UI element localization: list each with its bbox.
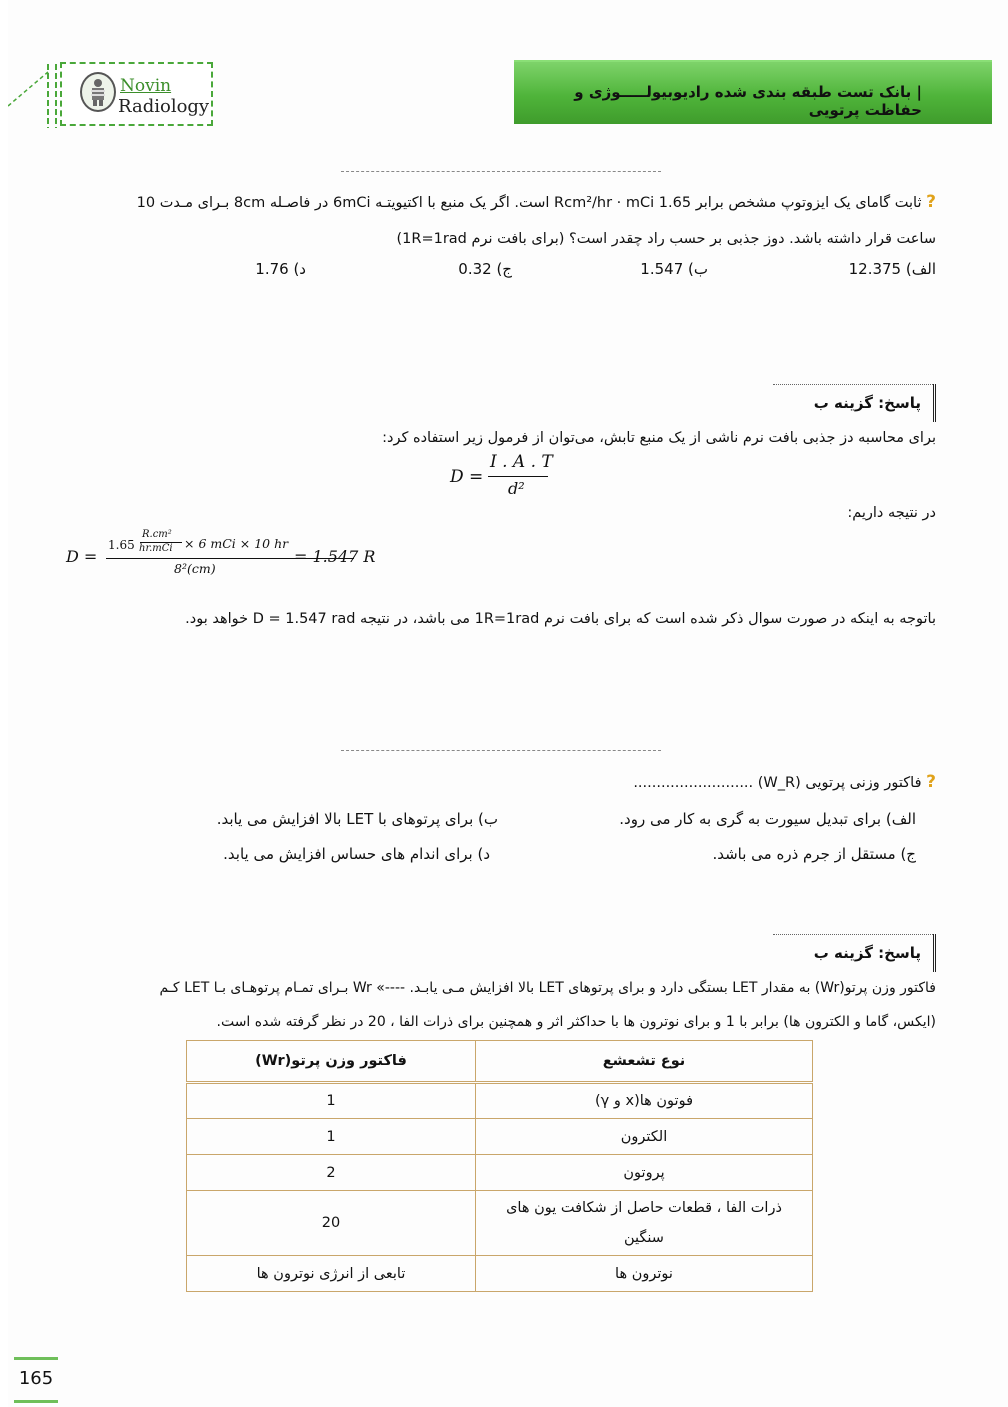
table-header-weighting-factor: فاکتور وزن پرتو(Wr) — [187, 1041, 476, 1083]
page-number: 165 — [14, 1357, 58, 1403]
logo-text-novin: Novin — [120, 76, 172, 96]
table-row — [187, 1119, 813, 1155]
table-row — [187, 1191, 813, 1256]
header-title: | بانک تست طبقه بندی شده رادیوبیولـــــوژی و حفاظت پرتویی — [574, 83, 922, 119]
table-cell: 2 — [187, 1155, 476, 1191]
answer1-conclusion: باتوجه به اینکه در صورت سوال ذکر شده است که برای بافت نرم 1R=1rad می باشد، در نتیجه D = 1.547 rad خواهد بود. — [185, 611, 936, 627]
table-cell: ذرات الفا ، قطعات حاصل از شکافت یون های سنگین — [476, 1191, 813, 1256]
question2-option-b: ب) برای پرتوهای با LET بالا افزایش می یابد. — [216, 810, 498, 828]
question1-option-a: الف) 12.375 — [848, 260, 936, 278]
table-cell: 1 — [187, 1119, 476, 1155]
question1-line1: ? ثابت گامای یک ایزوتوپ مشخص برابر 1.65 Rcm²/hr · mCi است. اگر یک منبع با اکتیویتـه 6mCi در فاصـله 8cm بـرای مـدت 10 — [136, 192, 936, 212]
radiology-figure-icon — [80, 72, 116, 112]
question2-option-a: الف) برای تبدیل سیورت به گری به کار می رود. — [619, 810, 916, 828]
logo — [60, 62, 213, 126]
question2-option-d: د) برای اندام های حساس افزایش می یابد. — [223, 845, 490, 863]
question-icon: ? — [926, 772, 936, 792]
table-cell: 1 — [187, 1083, 476, 1119]
table-row — [187, 1155, 813, 1191]
question1-option-b: ب) 1.547 — [640, 260, 708, 278]
table-cell: تابعی از انرژی نوترون ها — [187, 1256, 476, 1292]
table-header-row — [187, 1041, 813, 1083]
formula-main: D = I . A . T d² — [450, 452, 553, 498]
answer1-intro: برای محاسبه دز جذبی بافت نرم ناشی از یک منبع تابش، می‌توان از فرمول زیر استفاده کرد: — [382, 430, 936, 446]
answer2-heading-box — [753, 934, 936, 972]
answer2-line1: فاکتور وزن پرتو(Wr) به مقدار LET بستگی دارد و برای پرتوهای LET بالا افزایش مـی یابـد. ----» Wr بـرای تمـام پرتوهـای بـا LET کـم — [159, 980, 936, 996]
answer2-heading: پاسخ: گزینه ب — [813, 944, 921, 962]
question1-option-d: د) 1.76 — [255, 260, 306, 278]
question1-line2: ساعت قرار داشته باشد. دوز جذبی بر حسب راد چقدر است؟ (برای بافت نرم 1R=1rad) — [396, 231, 936, 247]
table-cell: 20 — [187, 1191, 476, 1256]
question2-stem: ? فاکتور وزنی پرتویی (W_R) .......................... — [633, 772, 936, 792]
table-cell: الکترون — [476, 1119, 813, 1155]
table-header-radiation-type: نوع تشعشع — [476, 1041, 813, 1083]
logo-decoration — [8, 62, 60, 132]
logo-text-radiology: Radiology — [118, 96, 210, 117]
answer1-heading-box — [753, 384, 936, 422]
table-cell: نوترون ها — [476, 1256, 813, 1292]
table-row — [187, 1083, 813, 1119]
answer1-result-intro: در نتیجه داریم: — [847, 505, 936, 521]
formula-calculation: D = 1.65 R.cm² hr.mCi × 6 mCi × 10 hr 8²(cm) = 1.547 R — [66, 529, 376, 576]
table-cell: پروتون — [476, 1155, 813, 1191]
question-icon: ? — [926, 192, 936, 212]
answer2-line2: (ایکس، گاما و الکترون ها) برابر با 1 و برای نوترون ها با حداکثر اثر و همچنین برای ذرات الفا ، 20 در نظر گرفته شده است. — [216, 1014, 936, 1030]
table-row — [187, 1256, 813, 1292]
radiation-weighting-table — [186, 1040, 813, 1292]
question1-option-c: ج) 0.32 — [458, 260, 512, 278]
question2-option-c: ج) مستقل از جرم ذره می باشد. — [712, 845, 916, 863]
header-banner — [514, 60, 992, 124]
answer1-heading: پاسخ: گزینه ب — [813, 394, 921, 412]
separator — [341, 171, 661, 172]
table-cell: فوتون ها(x و γ) — [476, 1083, 813, 1119]
separator — [341, 750, 661, 751]
